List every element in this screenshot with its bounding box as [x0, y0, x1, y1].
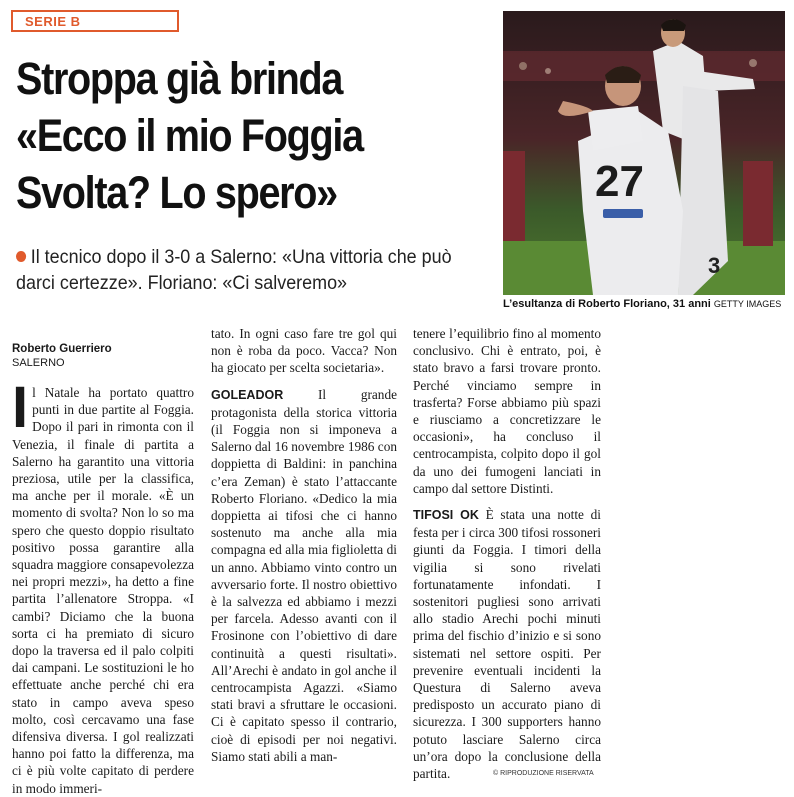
- article-photo: [503, 11, 785, 295]
- article-column-3: [413, 325, 601, 782]
- caption-text: L’esultanza di Roberto Floriano, 31 anni: [503, 298, 711, 310]
- goleador-text: Il grande protagonista della storica vittoria (il Foggia non si imponeva a Salerno dal 16 novembre 1986 con doppietta di Baldini: in panchina c’era Zeman) è stato l’attaccante Roberto Floriano. «Dedico la mia doppietta ai tifosi che ci hanno sostenuto ma anche alla mia compagna ed alla mia figlioletta di un anno. Abbiamo vinto contro un avversario forte. Il nostro obiettivo è la salvezza ed abbiamo i mezzi per farcela. Adesso avanti con il Frosinone con l’obiettivo di dare continuità a questi risultati». All’Arechi è andato in gol anche il centrocampista Agazzi. «Siamo stati bravi a sfruttare le occasioni. Ci è capitato spesso il contrario, cioè di episodi per noi negativi. Siamo stati abili a man-: [211, 386, 397, 764]
- headline-line-1: Stroppa già brinda: [16, 53, 343, 104]
- players-celebrating-photo: [503, 11, 785, 295]
- tifosi-paragraph: [413, 506, 601, 782]
- headline-line-3: Svolta? Lo spero»: [16, 167, 337, 218]
- subheadline-text: Il tecnico dopo il 3-0 a Salerno: «Una vittoria che può darci certezze». Floriano: «Ci salveremo»: [16, 246, 452, 294]
- body-text-col3-intro: tenere l’equilibrio fino al momento conclusivo. Chi è entrato, poi, è stato bravo a farsi trovare pronto. Perché vinciamo sempre in trasferta? Forse abbiamo più spazi e riusciamo a concretizzare le occasioni», ha concluso il centrocampista, colpito dopo il gol da uno dei fumogeni lanciati in campo dal settore Distinti.: [413, 326, 601, 496]
- drop-cap: I: [12, 375, 29, 440]
- byline-author: Roberto Guerriero: [12, 343, 112, 355]
- subheadline: [16, 244, 458, 296]
- svg-text:3: 3: [708, 253, 721, 278]
- body-text-col1: l Natale ha portato quattro punti in due partite al Foggia. Dopo il pari in rimonta con il Venezia, il finale di partita a Salerno ha garantito una vittoria preziosa, utile per la classifica, ma anche per il morale. «È un momento di svolta? Non lo so ma spero che questo doppio risultato positivo possa garantire alla squadra maggiore consapevolezza nei propri mezzi», ha detto a fine partita l’allenatore Stroppa. «I cambi? Diciamo che la buona sorta ci ha premiato di sicuro dopo la traversa ed il palo colpiti dai campani. Le sostituzioni le ho effettuate anche perché chi era stato in campo aveva speso molto, così cercavamo una fase difensiva diversa. I gol realizzati hanno poi fatto la differenza, ma ci è più volte capitato di perdere in modo immeri-: [12, 385, 194, 796]
- tifosi-text: È stata una notte di festa per i circa 300 tifosi rossoneri giunti da Foggia. I timori della vigilia si sono rivelati fortunatamente infondati. I sostenitori pugliesi sono arrivati allo stadio Arechi pochi minuti prima del fischio d’inizio e si sono sistemati nel settore ospiti. Per prevenire eventuali incidenti la Questura di Salerno aveva predisposto un accurato piano di sicurezza. I 300 supporters hanno potuto lasciare Salerno circa un’ora dopo la conclusione della partita.: [413, 507, 601, 782]
- photo-caption: [503, 298, 793, 310]
- photo-credit: GETTY IMAGES: [713, 299, 782, 309]
- section-label-text: SERIE B: [25, 14, 81, 29]
- jersey-number: 27: [595, 157, 644, 206]
- body-paragraph-1: [12, 375, 194, 797]
- article-column-2: [211, 325, 397, 765]
- article-column-1: [12, 342, 194, 797]
- bullet-dot-icon: [16, 251, 26, 262]
- body-text-col2-intro: tato. In ogni caso fare tre gol qui non è roba da poco. Vacca? Non ha giocato per scelta societaria».: [211, 326, 397, 376]
- goleador-paragraph: [211, 386, 397, 765]
- headline: [16, 50, 438, 221]
- tifosi-label: TIFOSI OK: [413, 508, 479, 523]
- headline-line-2: «Ecco il mio Foggia: [16, 110, 363, 161]
- goleador-label: GOLEADOR: [211, 387, 284, 402]
- byline-location: SALERNO: [12, 357, 65, 369]
- copyright-notice: © RIPRODUZIONE RISERVATA: [493, 770, 594, 777]
- section-label: [11, 10, 179, 32]
